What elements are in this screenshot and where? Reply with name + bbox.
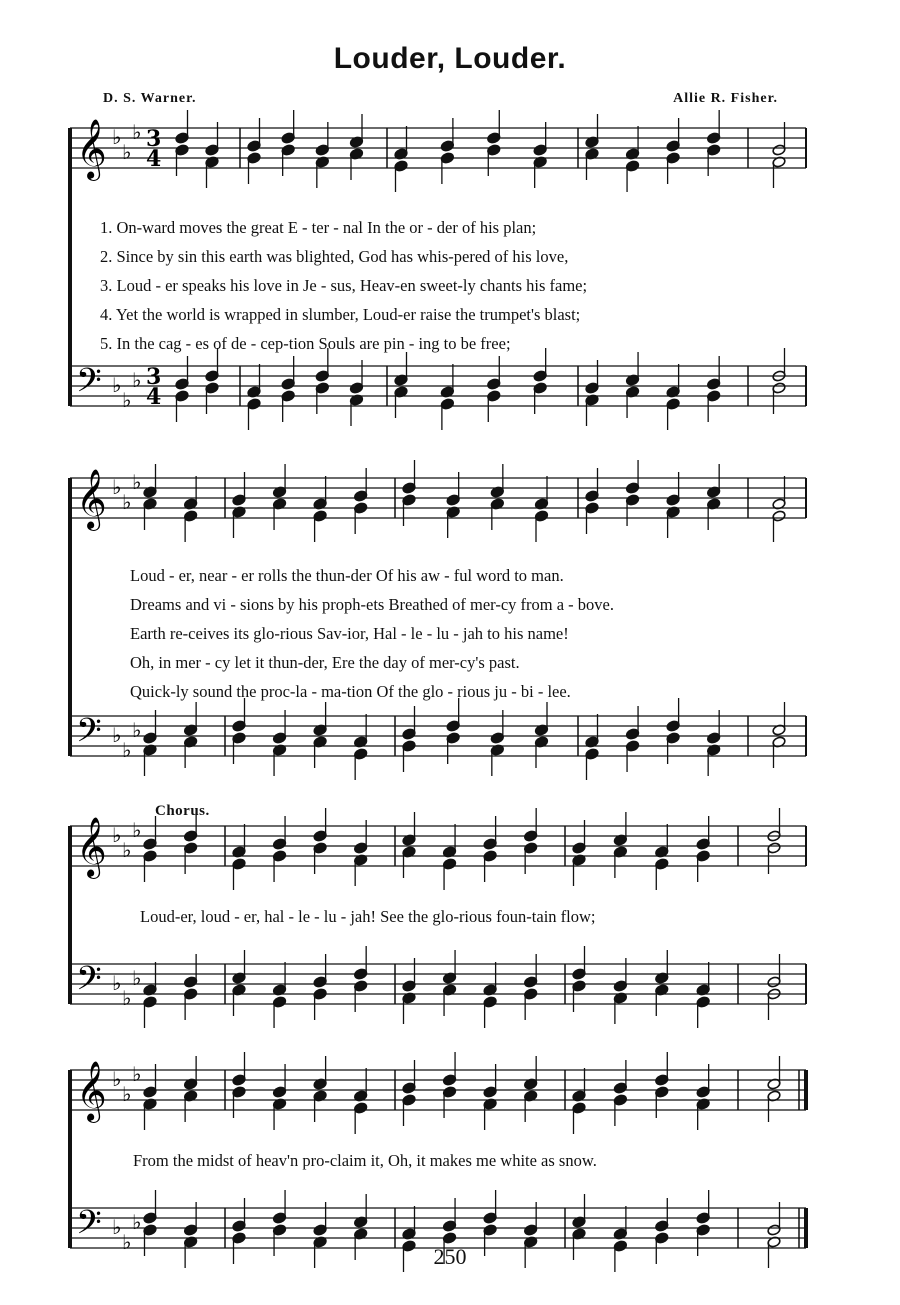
flat-sign: ♭: [122, 986, 132, 1010]
treble-clef: 𝄞: [76, 119, 107, 179]
flat-sign: ♭: [112, 823, 122, 847]
flat-sign: ♭: [112, 971, 122, 995]
time-signature: 3: [146, 364, 162, 390]
treble-clef: 𝄞: [76, 1061, 107, 1121]
flat-sign: ♭: [122, 738, 132, 762]
flat-sign: ♭: [132, 818, 142, 842]
lyric-line: Loud-er, loud - er, hal - le - lu - jah! See the glo-rious foun-tain flow;: [140, 907, 596, 926]
flat-sign: ♭: [122, 1230, 132, 1254]
flat-sign: ♭: [132, 368, 142, 392]
flat-sign: ♭: [112, 1215, 122, 1239]
bass-clef: 𝄢: [76, 362, 102, 408]
time-signature: 3: [146, 126, 162, 152]
flat-sign: ♭: [112, 1067, 122, 1091]
lyric-line: 4. Yet the world is wrapped in slumber, Loud-er raise the trumpet's blast;: [100, 305, 581, 324]
lyric-line: Earth re-ceives its glo-rious Sav-ior, Hal - le - lu - jah to his name!: [130, 624, 569, 643]
hymn-title: Louder, Louder.: [333, 42, 567, 75]
flat-sign: ♭: [122, 1082, 132, 1106]
lyric-line: 5. In the cag - es of de - cep-tion Souls are pin - ing to be free;: [100, 334, 511, 353]
treble-clef: 𝄞: [76, 469, 107, 529]
lyric-line: 3. Loud - er speaks his love in Je - sus, Heav-en sweet-ly chants his fame;: [100, 276, 588, 295]
flat-sign: ♭: [112, 723, 122, 747]
flat-sign: ♭: [132, 120, 142, 144]
lyric-line: Loud - er, near - er rolls the thun-der Of his aw - ful word to man.: [130, 566, 564, 585]
lyric-line: Oh, in mer - cy let it thun-der, Ere the day of mer-cy's past.: [130, 653, 520, 672]
verse-block-1: [100, 213, 800, 358]
flat-sign: ♭: [132, 1062, 142, 1086]
lyric-line: From the midst of heav'n pro-claim it, Oh, it makes me white as snow.: [133, 1151, 597, 1170]
flat-sign: ♭: [122, 490, 132, 514]
chorus-lyrics-1: [140, 902, 840, 931]
flat-sign: ♭: [112, 125, 122, 149]
flat-sign: ♭: [132, 1210, 142, 1234]
chorus-label: Chorus.: [155, 803, 210, 819]
flat-sign: ♭: [122, 388, 132, 412]
time-signature: 4: [146, 384, 162, 410]
flat-sign: ♭: [122, 838, 132, 862]
lyricist-credit: D. S. Warner.: [103, 91, 197, 106]
flat-sign: ♭: [122, 140, 132, 164]
flat-sign: ♭: [112, 475, 122, 499]
bass-clef: 𝄢: [76, 1204, 102, 1250]
lyric-line: Dreams and vi - sions by his proph-ets Breathed of mer-cy from a - bove.: [130, 595, 614, 614]
chorus-lyrics-2: [133, 1146, 833, 1175]
flat-sign: ♭: [132, 966, 142, 990]
flat-sign: ♭: [132, 470, 142, 494]
verse-block-2: [130, 561, 830, 706]
composer-credit: Allie R. Fisher.: [673, 91, 778, 106]
treble-clef: 𝄞: [76, 817, 107, 877]
page-number: 250: [433, 1244, 467, 1269]
lyric-line: 1. On-ward moves the great E - ter - nal In the or - der of his plan;: [100, 218, 537, 237]
flat-sign: ♭: [132, 718, 142, 742]
lyric-line: 2. Since by sin this earth was blighted, God has whis-pered of his love,: [100, 247, 569, 266]
flat-sign: ♭: [112, 373, 122, 397]
time-signature: 4: [146, 146, 162, 172]
bass-clef: 𝄢: [76, 960, 102, 1006]
bass-clef: 𝄢: [76, 712, 102, 758]
lyric-line: Quick-ly sound the proc-la - ma-tion Of the glo - rious ju - bi - lee.: [130, 682, 571, 701]
